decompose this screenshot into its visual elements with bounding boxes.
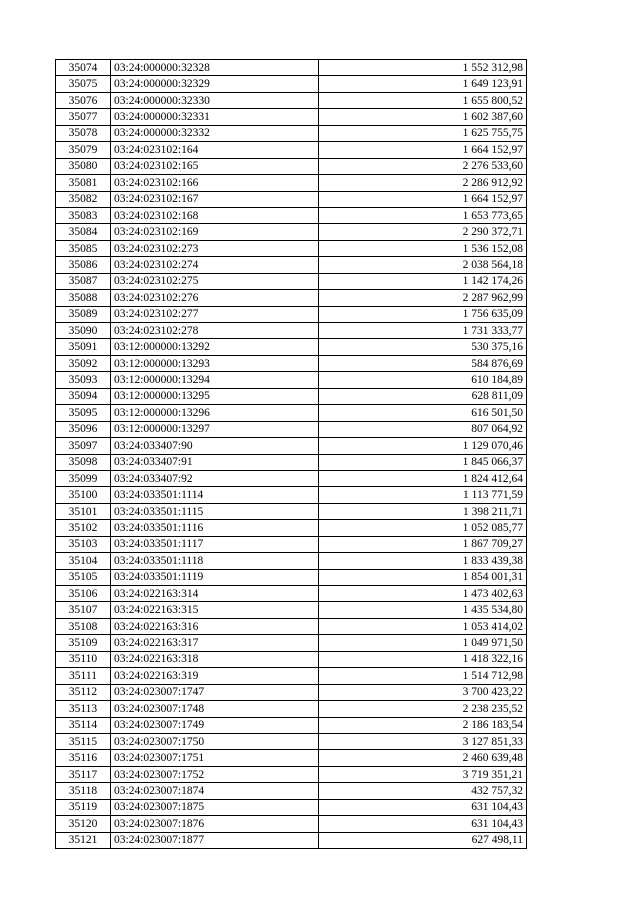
cadastral-number-cell: 03:24:022163:319	[111, 668, 319, 684]
value-cell: 1 398 211,71	[319, 503, 527, 519]
value-cell: 530 375,16	[319, 339, 527, 355]
cadastral-number-cell: 03:24:023102:169	[111, 224, 319, 240]
cadastral-number-cell: 03:12:000000:13295	[111, 388, 319, 404]
table-row	[56, 717, 527, 733]
value-cell: 1 142 174,26	[319, 273, 527, 289]
row-number-cell: 35121	[56, 832, 111, 848]
cadastral-number-cell: 03:24:022163:317	[111, 635, 319, 651]
table-row	[56, 487, 527, 503]
table-row	[56, 257, 527, 273]
table-row	[56, 355, 527, 371]
table-row	[56, 405, 527, 421]
table-body	[56, 60, 527, 849]
value-cell: 1 049 971,50	[319, 635, 527, 651]
value-cell: 1 602 387,60	[319, 109, 527, 125]
row-number-cell: 35087	[56, 273, 111, 289]
cadastral-number-cell: 03:24:023007:1748	[111, 701, 319, 717]
cadastral-number-cell: 03:24:022163:315	[111, 602, 319, 618]
table-row	[56, 76, 527, 92]
table-row	[56, 602, 527, 618]
table-row	[56, 651, 527, 667]
row-number-cell: 35100	[56, 487, 111, 503]
row-number-cell: 35074	[56, 60, 111, 76]
value-cell: 807 064,92	[319, 421, 527, 437]
table-row	[56, 306, 527, 322]
value-cell: 1 435 534,80	[319, 602, 527, 618]
table-row	[56, 503, 527, 519]
value-cell: 2 038 564,18	[319, 257, 527, 273]
table-row	[56, 750, 527, 766]
value-cell: 432 757,32	[319, 783, 527, 799]
row-number-cell: 35108	[56, 618, 111, 634]
cadastral-number-cell: 03:24:000000:32332	[111, 125, 319, 141]
row-number-cell: 35078	[56, 125, 111, 141]
cadastral-number-cell: 03:24:023102:273	[111, 240, 319, 256]
table-row	[56, 783, 527, 799]
table-row	[56, 290, 527, 306]
value-cell: 2 186 183,54	[319, 717, 527, 733]
row-number-cell: 35079	[56, 142, 111, 158]
table-row	[56, 109, 527, 125]
value-cell: 2 287 962,99	[319, 290, 527, 306]
value-cell: 1 536 152,08	[319, 240, 527, 256]
row-number-cell: 35092	[56, 355, 111, 371]
value-cell: 3 127 851,33	[319, 733, 527, 749]
table-row	[56, 668, 527, 684]
value-cell: 1 052 085,77	[319, 520, 527, 536]
cadastral-number-cell: 03:24:023102:277	[111, 306, 319, 322]
value-cell: 1 653 773,65	[319, 207, 527, 223]
table-row	[56, 438, 527, 454]
table-row	[56, 701, 527, 717]
value-cell: 1 664 152,97	[319, 142, 527, 158]
row-number-cell: 35083	[56, 207, 111, 223]
table-row	[56, 454, 527, 470]
row-number-cell: 35104	[56, 553, 111, 569]
value-cell: 2 276 533,60	[319, 158, 527, 174]
table-row	[56, 816, 527, 832]
row-number-cell: 35102	[56, 520, 111, 536]
value-cell: 1 731 333,77	[319, 323, 527, 339]
value-cell: 1 756 635,09	[319, 306, 527, 322]
cadastral-number-cell: 03:24:033501:1116	[111, 520, 319, 536]
value-cell: 1 129 070,46	[319, 438, 527, 454]
cadastral-number-cell: 03:24:023102:166	[111, 175, 319, 191]
value-cell: 628 811,09	[319, 388, 527, 404]
value-cell: 1 833 439,38	[319, 553, 527, 569]
cadastral-number-cell: 03:24:023102:168	[111, 207, 319, 223]
row-number-cell: 35103	[56, 536, 111, 552]
row-number-cell: 35114	[56, 717, 111, 733]
row-number-cell: 35091	[56, 339, 111, 355]
table-row	[56, 536, 527, 552]
value-cell: 631 104,43	[319, 799, 527, 815]
row-number-cell: 35075	[56, 76, 111, 92]
row-number-cell: 35089	[56, 306, 111, 322]
cadastral-number-cell: 03:12:000000:13294	[111, 372, 319, 388]
table-row	[56, 125, 527, 141]
table-row	[56, 553, 527, 569]
row-number-cell: 35084	[56, 224, 111, 240]
value-cell: 1 552 312,98	[319, 60, 527, 76]
value-cell: 584 876,69	[319, 355, 527, 371]
cadastral-number-cell: 03:24:033407:91	[111, 454, 319, 470]
row-number-cell: 35076	[56, 92, 111, 108]
row-number-cell: 35106	[56, 586, 111, 602]
value-cell: 627 498,11	[319, 832, 527, 848]
value-cell: 2 290 372,71	[319, 224, 527, 240]
cadastral-number-cell: 03:24:033501:1117	[111, 536, 319, 552]
table-row	[56, 158, 527, 174]
cadastral-number-cell: 03:24:023007:1749	[111, 717, 319, 733]
value-cell: 1 625 755,75	[319, 125, 527, 141]
row-number-cell: 35093	[56, 372, 111, 388]
value-cell: 610 184,89	[319, 372, 527, 388]
table-row	[56, 618, 527, 634]
table-row	[56, 224, 527, 240]
value-cell: 3 719 351,21	[319, 766, 527, 782]
value-cell: 2 238 235,52	[319, 701, 527, 717]
cadastral-number-cell: 03:24:023007:1751	[111, 750, 319, 766]
table-row	[56, 733, 527, 749]
cadastral-number-cell: 03:24:023102:167	[111, 191, 319, 207]
table-row	[56, 273, 527, 289]
cadastral-number-cell: 03:24:023102:278	[111, 323, 319, 339]
value-cell: 616 501,50	[319, 405, 527, 421]
table-row	[56, 191, 527, 207]
cadastral-number-cell: 03:12:000000:13292	[111, 339, 319, 355]
table-row	[56, 470, 527, 486]
row-number-cell: 35113	[56, 701, 111, 717]
value-cell: 1 514 712,98	[319, 668, 527, 684]
table-row	[56, 520, 527, 536]
value-cell: 1 824 412,64	[319, 470, 527, 486]
value-cell: 1 845 066,37	[319, 454, 527, 470]
table-row	[56, 339, 527, 355]
value-cell: 631 104,43	[319, 816, 527, 832]
cadastral-number-cell: 03:24:023007:1875	[111, 799, 319, 815]
value-cell: 1 867 709,27	[319, 536, 527, 552]
row-number-cell: 35082	[56, 191, 111, 207]
value-cell: 1 649 123,91	[319, 76, 527, 92]
table-row	[56, 92, 527, 108]
row-number-cell: 35111	[56, 668, 111, 684]
table-row	[56, 240, 527, 256]
row-number-cell: 35094	[56, 388, 111, 404]
cadastral-number-cell: 03:24:022163:314	[111, 586, 319, 602]
value-cell: 3 700 423,22	[319, 684, 527, 700]
row-number-cell: 35096	[56, 421, 111, 437]
row-number-cell: 35116	[56, 750, 111, 766]
table-row	[56, 421, 527, 437]
cadastral-number-cell: 03:24:000000:32329	[111, 76, 319, 92]
row-number-cell: 35107	[56, 602, 111, 618]
row-number-cell: 35081	[56, 175, 111, 191]
table-row	[56, 388, 527, 404]
cadastral-number-cell: 03:12:000000:13297	[111, 421, 319, 437]
row-number-cell: 35101	[56, 503, 111, 519]
cadastral-number-cell: 03:24:023102:276	[111, 290, 319, 306]
table-row	[56, 60, 527, 76]
cadastral-number-cell: 03:24:023007:1747	[111, 684, 319, 700]
row-number-cell: 35090	[56, 323, 111, 339]
row-number-cell: 35085	[56, 240, 111, 256]
value-cell: 1 113 771,59	[319, 487, 527, 503]
row-number-cell: 35077	[56, 109, 111, 125]
cadastral-number-cell: 03:24:033407:92	[111, 470, 319, 486]
row-number-cell: 35117	[56, 766, 111, 782]
table-row	[56, 684, 527, 700]
value-cell: 2 460 639,48	[319, 750, 527, 766]
row-number-cell: 35099	[56, 470, 111, 486]
row-number-cell: 35115	[56, 733, 111, 749]
cadastral-number-cell: 03:24:033501:1114	[111, 487, 319, 503]
cadastral-number-cell: 03:24:000000:32331	[111, 109, 319, 125]
row-number-cell: 35105	[56, 569, 111, 585]
cadastral-number-cell: 03:24:022163:318	[111, 651, 319, 667]
row-number-cell: 35098	[56, 454, 111, 470]
table-row	[56, 569, 527, 585]
table-row	[56, 832, 527, 848]
cadastral-number-cell: 03:24:023007:1876	[111, 816, 319, 832]
row-number-cell: 35110	[56, 651, 111, 667]
cadastral-number-cell: 03:24:022163:316	[111, 618, 319, 634]
row-number-cell: 35080	[56, 158, 111, 174]
cadastral-number-cell: 03:24:033501:1115	[111, 503, 319, 519]
cadastral-number-cell: 03:24:023007:1874	[111, 783, 319, 799]
row-number-cell: 35095	[56, 405, 111, 421]
table-row	[56, 635, 527, 651]
cadastral-number-cell: 03:24:000000:32330	[111, 92, 319, 108]
cadastral-number-cell: 03:24:033501:1119	[111, 569, 319, 585]
cadastral-number-cell: 03:24:023102:165	[111, 158, 319, 174]
row-number-cell: 35119	[56, 799, 111, 815]
value-cell: 1 053 414,02	[319, 618, 527, 634]
value-cell: 1 655 800,52	[319, 92, 527, 108]
cadastral-number-cell: 03:24:000000:32328	[111, 60, 319, 76]
data-table	[55, 59, 527, 849]
value-cell: 2 286 912,92	[319, 175, 527, 191]
table-row	[56, 372, 527, 388]
row-number-cell: 35088	[56, 290, 111, 306]
cadastral-number-cell: 03:24:023007:1752	[111, 766, 319, 782]
value-cell: 1 854 001,31	[319, 569, 527, 585]
cadastral-number-cell: 03:12:000000:13293	[111, 355, 319, 371]
row-number-cell: 35120	[56, 816, 111, 832]
table-row	[56, 799, 527, 815]
row-number-cell: 35112	[56, 684, 111, 700]
row-number-cell: 35118	[56, 783, 111, 799]
cadastral-number-cell: 03:24:023007:1750	[111, 733, 319, 749]
value-cell: 1 418 322,16	[319, 651, 527, 667]
table-row	[56, 323, 527, 339]
cadastral-number-cell: 03:24:033501:1118	[111, 553, 319, 569]
cadastral-number-cell: 03:24:033407:90	[111, 438, 319, 454]
row-number-cell: 35109	[56, 635, 111, 651]
cadastral-number-cell: 03:24:023102:164	[111, 142, 319, 158]
table-row	[56, 586, 527, 602]
row-number-cell: 35097	[56, 438, 111, 454]
table-row	[56, 142, 527, 158]
cadastral-number-cell: 03:24:023007:1877	[111, 832, 319, 848]
table-row	[56, 207, 527, 223]
cadastral-number-cell: 03:24:023102:274	[111, 257, 319, 273]
value-cell: 1 664 152,97	[319, 191, 527, 207]
row-number-cell: 35086	[56, 257, 111, 273]
cadastral-number-cell: 03:24:023102:275	[111, 273, 319, 289]
cadastral-number-cell: 03:12:000000:13296	[111, 405, 319, 421]
table-row	[56, 175, 527, 191]
value-cell: 1 473 402,63	[319, 586, 527, 602]
table-row	[56, 766, 527, 782]
